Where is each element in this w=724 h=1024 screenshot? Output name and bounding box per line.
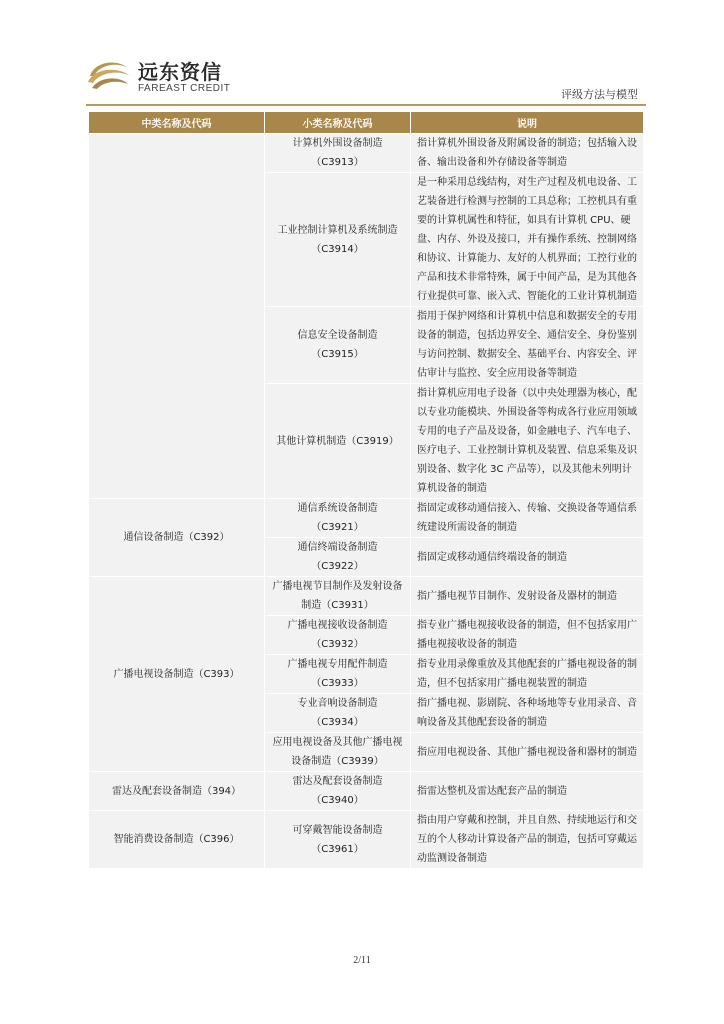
- sub-category-name: 应用电视设备及其他广播电视设备制造: [272, 737, 403, 767]
- sub-category-code: （C3933）: [311, 678, 364, 689]
- sub-category-name: 计算机外围设备制造: [292, 138, 383, 149]
- description-cell: 指专业广播电视接收设备的制造，但不包括家用广播电视接收设备的制造: [411, 616, 644, 655]
- table-row: [89, 577, 644, 616]
- table-row: [89, 134, 644, 173]
- sub-category-name: 广播电视接收设备制造: [287, 620, 388, 631]
- description-cell: 指由用户穿戴和控制，并且自然、持续地运行和交互的个人移动计算设备产品的制造，包括可穿戴运动监测设备制造: [411, 811, 644, 869]
- table-row: [89, 772, 644, 811]
- mid-category-cell: 雷达及配套设备制造（394）: [89, 772, 265, 811]
- sub-category-code: （C3914）: [311, 243, 364, 255]
- column-header-desc: 说明: [411, 112, 644, 134]
- mid-category-cell: 智能消费设备制造（C396）: [89, 811, 265, 869]
- sub-category-name: 其他计算机制造（C3919）: [276, 435, 399, 447]
- sub-category-code: （C3921）: [311, 522, 364, 533]
- sub-category-code: （C3940）: [311, 795, 364, 806]
- brand-name-cn: 远东资信: [138, 60, 222, 84]
- mid-category-cell: 广播电视设备制造（C393）: [89, 577, 265, 772]
- sub-category-name: 通信终端设备制造: [297, 542, 378, 553]
- sub-category-name: 通信系统设备制造: [297, 503, 378, 514]
- sub-category-name: 广播电视节目制作及发射设备制造: [272, 581, 403, 611]
- sub-category-code: （C3934）: [311, 717, 364, 728]
- sub-category-cell: [265, 173, 411, 307]
- sub-category-code: （C3915）: [311, 349, 364, 360]
- header-divider: [86, 104, 646, 106]
- sub-category-code: （C3922）: [311, 561, 364, 572]
- table-header-row: [89, 112, 644, 134]
- sub-category-code: （C3932）: [311, 639, 364, 650]
- page-header: [86, 50, 646, 106]
- sub-category-cell: [265, 577, 411, 616]
- column-header-mid: 中类名称及代码: [89, 112, 265, 134]
- description-cell: 指固定或移动通信接入、传输、交换设备等通信系统建设所需设备的制造: [411, 499, 644, 538]
- description-cell: 指用于保护网络和计算机中信息和数据安全的专用设备的制造，包括边界安全、通信安全、身份鉴别与访问控制、数据安全、基础平台、内容安全、评估审计与监控、安全应用设备等制造: [411, 307, 644, 384]
- sub-category-name: 雷达及配套设备制造: [292, 776, 383, 787]
- brand-logo: [86, 54, 236, 100]
- sub-category-name: 可穿戴智能设备制造: [292, 824, 383, 836]
- sub-category-name: 工业控制计算机及系统制造: [277, 224, 398, 236]
- description-cell: 指广播电视节目制作、发射设备及器材的制造: [411, 577, 644, 616]
- sub-category-cell: [265, 733, 411, 772]
- description-cell: 指广播电视、影剧院、各种场地等专业用录音、音响设备及其他配套设备的制造: [411, 694, 644, 733]
- sub-category-cell: [265, 655, 411, 694]
- sub-category-name: 信息安全设备制造: [297, 330, 378, 341]
- mid-category-cell: [89, 134, 265, 499]
- sub-category-code: （C3939）: [331, 756, 384, 767]
- sub-category-cell: [265, 772, 411, 811]
- description-cell: 指雷达整机及雷达配套产品的制造: [411, 772, 644, 811]
- sub-category-cell: [265, 134, 411, 173]
- page-number: 2/11: [353, 955, 371, 966]
- document-section-title: 评级方法与模型: [561, 88, 638, 101]
- sub-category-cell: [265, 694, 411, 733]
- sub-category-cell: [265, 538, 411, 577]
- description-cell: 指计算机外围设备及附属设备的制造；包括输入设备、输出设备和外存储设备等制造: [411, 134, 644, 173]
- sub-category-code: （C3931）: [321, 600, 374, 611]
- column-header-sub: 小类名称及代码: [265, 112, 411, 134]
- sub-category-code: （C3961）: [311, 843, 364, 855]
- brand-name-en: FAREAST CREDIT: [138, 83, 231, 94]
- sub-category-cell: [265, 811, 411, 869]
- table-row: [89, 499, 644, 538]
- fareast-logo-icon: [86, 54, 132, 94]
- sub-category-cell: [265, 307, 411, 384]
- sub-category-code: （C3913）: [311, 157, 364, 168]
- description-cell: 是一种采用总线结构，对生产过程及机电设备、工艺装备进行检测与控制的工具总称；工控机具有重要的计算机属性和特征，如具有计算机 CPU、硬盘、内存、外设及接口，并有操作系统、控制网络和协议、计算能力、友好的人机界面；工控行业的产品和技术非常特殊，属于中间产品，是为其他各行业提供可靠、嵌入式、智能化的工业计算机制造: [411, 173, 644, 307]
- sub-category-cell: [265, 384, 411, 499]
- table-row: [89, 811, 644, 869]
- description-cell: 指固定或移动通信终端设备的制造: [411, 538, 644, 577]
- description-cell: 指计算机应用电子设备（以中央处理器为核心，配以专业功能模块、外围设备等构成各行业应用领域专用的电子产品及设备，如金融电子、汽车电子、医疗电子、工业控制计算机及装置、信息采集及识别设备、数字化 3C 产品等），以及其他未列明计算机设备的制造: [411, 384, 644, 499]
- description-cell: 指应用电视设备、其他广播电视设备和器材的制造: [411, 733, 644, 772]
- sub-category-cell: [265, 499, 411, 538]
- mid-category-cell: 通信设备制造（C392）: [89, 499, 265, 577]
- industry-classification-table: [88, 111, 644, 869]
- sub-category-name: 专业音响设备制造: [297, 698, 378, 709]
- sub-category-cell: [265, 616, 411, 655]
- description-cell: 指专业用录像重放及其他配套的广播电视设备的制造，但不包括家用广播电视装置的制造: [411, 655, 644, 694]
- sub-category-name: 广播电视专用配件制造: [287, 659, 388, 670]
